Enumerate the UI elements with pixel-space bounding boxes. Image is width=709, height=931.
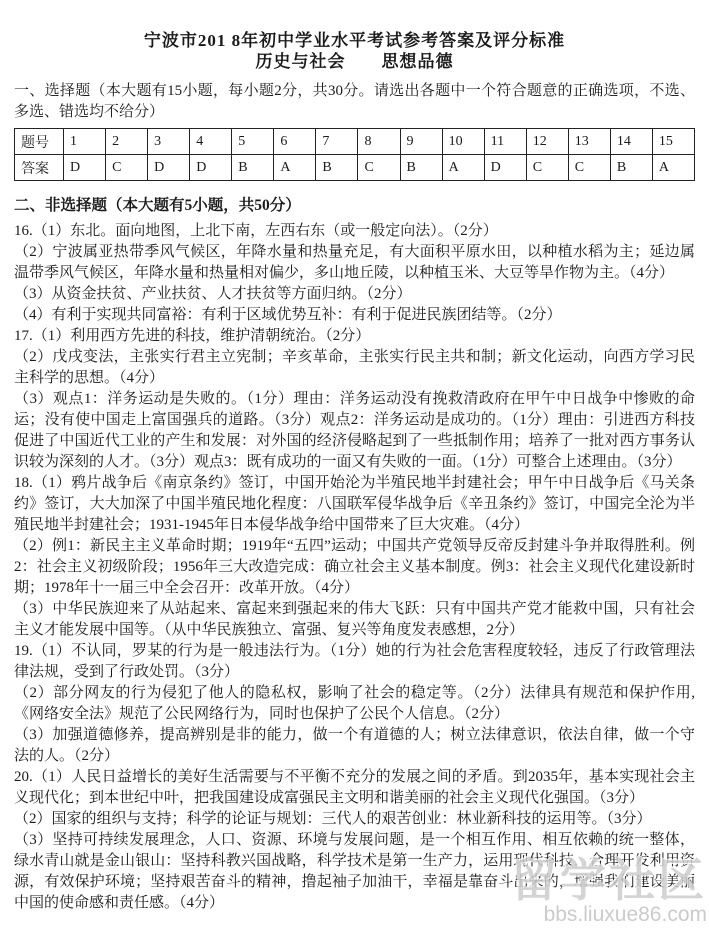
table-cell: A — [652, 155, 694, 181]
section1-heading: 一、选择题（本大题有15小题，每小题2分，共30分。请选出各题中一个符合题意的正确选项，不选、多选、错选均不给分） — [14, 83, 695, 120]
table-cell: 6 — [274, 129, 316, 155]
watermark-site-url: bbs.liuxue86.com — [543, 903, 707, 926]
answer-paragraph-16-3: （3）从资金扶贫、产业扶贫、人才扶贫等方面归纳。（2分） — [14, 286, 412, 302]
watermark-site-name: 留学社区 — [511, 855, 707, 906]
table-cell: A — [274, 155, 316, 181]
table-cell: 1 — [64, 129, 106, 155]
answer-paragraph-18-3: （3）中华民族迎来了从站起来、富起来到强起来的伟大飞跃：只有中国共产党才能救中国，只有社会主义才能发展中国等。（从中华民族独立、富强、复兴等角度发表感想，2分） — [14, 601, 695, 638]
answer-paragraph-18-2: （2）例1：新民主主义革命时期；1919年“五四”运动；中国共产党领导反帝反封建斗争并取得胜利。例2：社会主义初级阶段；1956年三大改造完成：确立社会主义基本制度。例3：社会主义现代化建设新时期；1978年十一届三中全会召开：改革开放。（4分） — [14, 538, 695, 596]
answer-paragraph-19-3: （3）加强道德修养，提高辨别是非的能力，做一个有道德的人；树立法律意识，依法自律，做一个守法的人。（2分） — [14, 727, 695, 764]
table-cell: 9 — [400, 129, 442, 155]
question-number-row — [15, 129, 695, 155]
table-cell: B — [610, 155, 652, 181]
document-title: 宁波市201 8年初中学业水平考试参考答案及评分标准 — [143, 31, 566, 50]
answer-paragraph-17-2: （2）戊戌变法，主张实行君主立宪制；辛亥革命，主张实行民主共和制；新文化运动，向西方学习民主科学的思想。（4分） — [14, 349, 695, 386]
row-label-question: 题号 — [15, 129, 64, 155]
table-cell: 7 — [316, 129, 358, 155]
table-cell: 2 — [106, 129, 148, 155]
answer-table — [14, 128, 695, 181]
table-cell: C — [568, 155, 610, 181]
answer-row — [15, 155, 695, 181]
table-cell: 8 — [358, 129, 400, 155]
row-label-answer: 答案 — [15, 155, 64, 181]
table-cell: B — [400, 155, 442, 181]
table-cell: 11 — [484, 129, 526, 155]
table-cell: C — [358, 155, 400, 181]
table-cell: B — [232, 155, 274, 181]
table-cell: 5 — [232, 129, 274, 155]
answer-paragraph-19-1: 19.（1）不认同，罗某的行为是一般违法行为。（1分）她的行为社会危害程度较轻，违反了行政管理法律法规，受到了行政处罚。（3分） — [14, 643, 695, 680]
table-cell: D — [190, 155, 232, 181]
document-subtitle: 历史与社会 思想品德 — [255, 52, 454, 71]
table-cell: 3 — [148, 129, 190, 155]
table-cell: 15 — [652, 129, 694, 155]
answer-paragraph-20-1: 20.（1）人民日益增长的美好生活需要与不平衡不充分的发展之间的矛盾。到2035年，基本实现社会主义现代化；到本世纪中叶，把我国建设成富强民主文明和谐美丽的社会主义现代化强国。（3分） — [14, 769, 695, 806]
table-cell: 13 — [568, 129, 610, 155]
table-cell: 12 — [526, 129, 568, 155]
table-cell: C — [106, 155, 148, 181]
answer-paragraph-20-3: （3）坚持可持续发展理念，人口、资源、环境与发展问题，是一个相互作用、相互依赖的统一整体，绿水青山就是金山银山：坚持科教兴国战略，科学技术是第一生产力，运用现代科技，合理开发利用资源，有效保护环境；坚持艰苦奋斗的精神，撸起袖子加油干，幸福是靠奋斗出来的，增强我们建设美丽中国的使命感和责任感。（4分） — [14, 832, 695, 911]
table-cell: 10 — [442, 129, 484, 155]
answer-paragraph-16-4: （4）有利于实现共同富裕：有利于区域优势互补：有利于促进民族团结等。（2分） — [14, 307, 562, 323]
table-cell: 14 — [610, 129, 652, 155]
table-cell: 4 — [190, 129, 232, 155]
answer-paragraph-17-1: 17.（1）利用西方先进的科技，维护清朝统治。（2分） — [14, 328, 371, 344]
table-cell: D — [64, 155, 106, 181]
answer-paragraph-16-2: （2）宁波属亚热带季风气候区，年降水量和热量充足，有大面积平原水田，以种植水稻为主；延边属温带季风气候区，年降水量和热量相对偏少，多山地丘陵，以种植玉米、大豆等旱作物为主。（4分） — [14, 244, 695, 281]
table-cell: B — [316, 155, 358, 181]
answer-paragraph-16-1: 16.（1）东北。面向地图，上北下南，左西右东（或一般定向法）。（2分） — [14, 223, 498, 239]
table-cell: D — [484, 155, 526, 181]
table-cell: A — [442, 155, 484, 181]
table-cell: C — [526, 155, 568, 181]
table-cell: D — [148, 155, 190, 181]
answer-paragraph-18-1: 18.（1）鸦片战争后《南京条约》签订，中国开始沦为半殖民地半封建社会；甲午中日战争后《马关条约》签订，大大加深了中国半殖民地化程度：八国联军侵华战争后《辛丑条约》签订，中国完全沦为半殖民地半封建社会；1931-1945年日本侵华战争给中国带来了巨大灾难。（4分） — [14, 475, 695, 533]
answer-paragraph-20-2: （2）国家的组织与支持；科学的论证与规划：三代人的艰苦创业：林业新科技的运用等。（3分） — [14, 811, 652, 827]
section2-heading: 二、非选择题（本大题有5小题，共50分） — [14, 197, 301, 214]
answer-paragraph-19-2: （2）部分网友的行为侵犯了他人的隐私权，影响了社会的稳定等。（2分）法律具有规范和保护作用,《网络安全法》规范了公民网络行为，同时也保护了公民个人信息。（2分） — [14, 685, 695, 722]
answer-paragraph-17-3: （3）观点1：洋务运动是失败的。（1分）理由：洋务运动没有挽救清政府在甲午中日战争中惨败的命运；没有使中国走上富国强兵的道路。（3分）观点2：洋务运动是成功的。（1分）理由：引进西方科技促进了中国近代工业的产生和发展：对外国的经济侵略起到了一些抵制作用；培养了一批对西方事务认识较为深刻的人才。（3分）观点3：既有成功的一面又有失败的一面。（1分）可整合上述理由。（3分） — [14, 391, 695, 470]
